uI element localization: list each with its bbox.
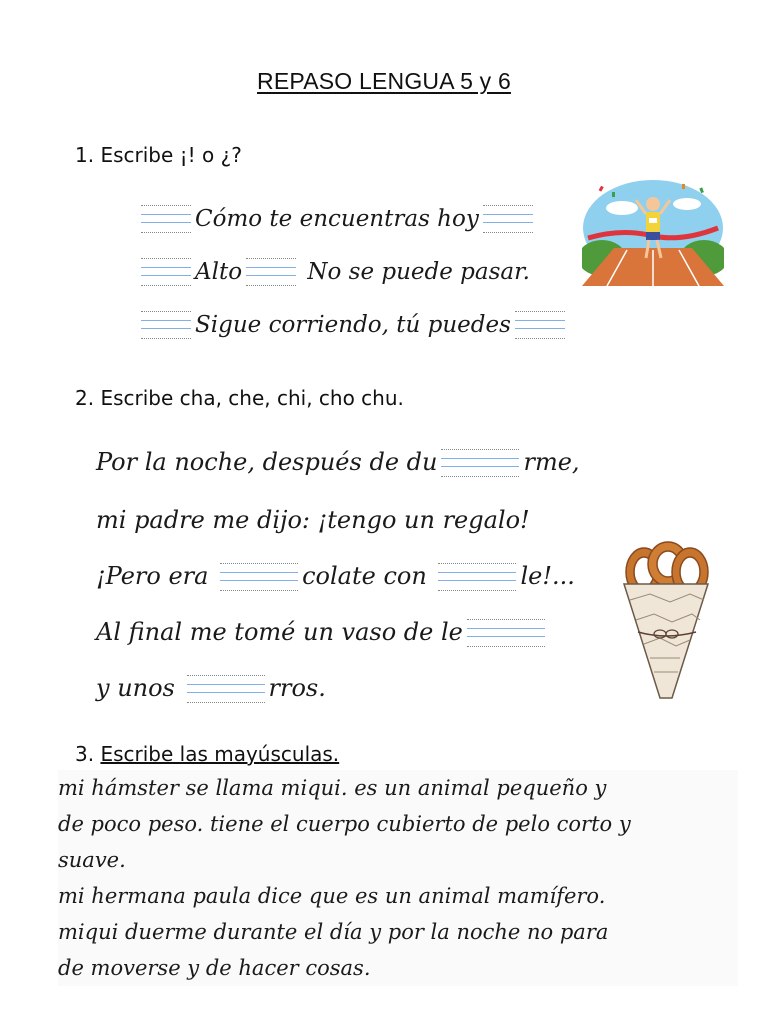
- s3-line: suave.: [58, 848, 126, 872]
- section-3-title: Escribe las mayúsculas.: [100, 742, 340, 766]
- s2-line-5: [96, 674, 326, 705]
- s2-line-1-text-a: Por la noche, después de du: [96, 448, 438, 476]
- s2-line-3-text-b: colate con: [302, 562, 427, 590]
- runner-finish-line-illustration: [582, 178, 724, 286]
- section-3-heading: [75, 742, 339, 766]
- section-1-title: Escribe ¡! o ¿?: [100, 143, 242, 167]
- s2-line-5-text-b: rros.: [268, 674, 326, 702]
- s1-line-1: [137, 205, 537, 235]
- answer-blank[interactable]: [141, 258, 191, 288]
- s2-line-2-text: mi padre me dijo: ¡tengo un regalo!: [96, 506, 530, 534]
- s3-line: de poco peso. tiene el cuerpo cubierto de pelo corto y: [58, 812, 631, 836]
- answer-blank[interactable]: [483, 205, 533, 235]
- s3-line: mi hámster se llama miqui. es un animal pequeño y: [58, 776, 607, 800]
- s2-line-3-text-c: le!...: [520, 562, 575, 590]
- answer-blank[interactable]: [515, 311, 565, 341]
- s1-line-2: [137, 258, 530, 288]
- page-title: REPASO LENGUA 5 y 6: [257, 68, 511, 94]
- section-1-heading: [75, 143, 242, 167]
- section-3-number: 3.: [75, 742, 95, 766]
- s3-line: miqui duerme durante el día y por la noche no para: [58, 920, 609, 944]
- s2-line-3: [96, 562, 575, 593]
- s2-line-5-text-a: y unos: [96, 674, 175, 702]
- answer-blank[interactable]: [246, 258, 296, 288]
- s2-line-1-text-b: rme,: [523, 448, 580, 476]
- s1-line-2-text-b: No se puede pasar.: [307, 259, 530, 285]
- s1-line-1-text: Cómo te encuentras hoy: [195, 206, 479, 232]
- s3-line: de moverse y de hacer cosas.: [58, 956, 371, 980]
- answer-blank[interactable]: [438, 563, 516, 593]
- churros-cone-illustration: [620, 540, 712, 700]
- s2-line-2: [96, 506, 530, 534]
- section-1-number: 1.: [75, 143, 95, 167]
- s1-line-3-text: Sigue corriendo, tú puedes: [195, 312, 511, 338]
- s3-line: mi hermana paula dice que es un animal mamífero.: [58, 884, 606, 908]
- answer-blank[interactable]: [141, 205, 191, 235]
- answer-blank[interactable]: [441, 449, 519, 479]
- s1-line-2-text-a: Alto: [195, 259, 243, 285]
- s2-line-3-text-a: ¡Pero era: [96, 562, 209, 590]
- s2-line-4: [96, 618, 549, 649]
- answer-blank[interactable]: [141, 311, 191, 341]
- section-2-title: Escribe cha, che, chi, cho chu.: [100, 386, 404, 410]
- answer-blank[interactable]: [187, 675, 265, 705]
- s2-line-1: [96, 448, 580, 479]
- answer-blank[interactable]: [467, 619, 545, 649]
- section-3-paragraph: [58, 770, 738, 986]
- section-2-heading: [75, 386, 404, 410]
- s1-line-3: [137, 311, 569, 341]
- answer-blank[interactable]: [220, 563, 298, 593]
- s2-line-4-text: Al final me tomé un vaso de le: [96, 618, 463, 646]
- section-2-number: 2.: [75, 386, 95, 410]
